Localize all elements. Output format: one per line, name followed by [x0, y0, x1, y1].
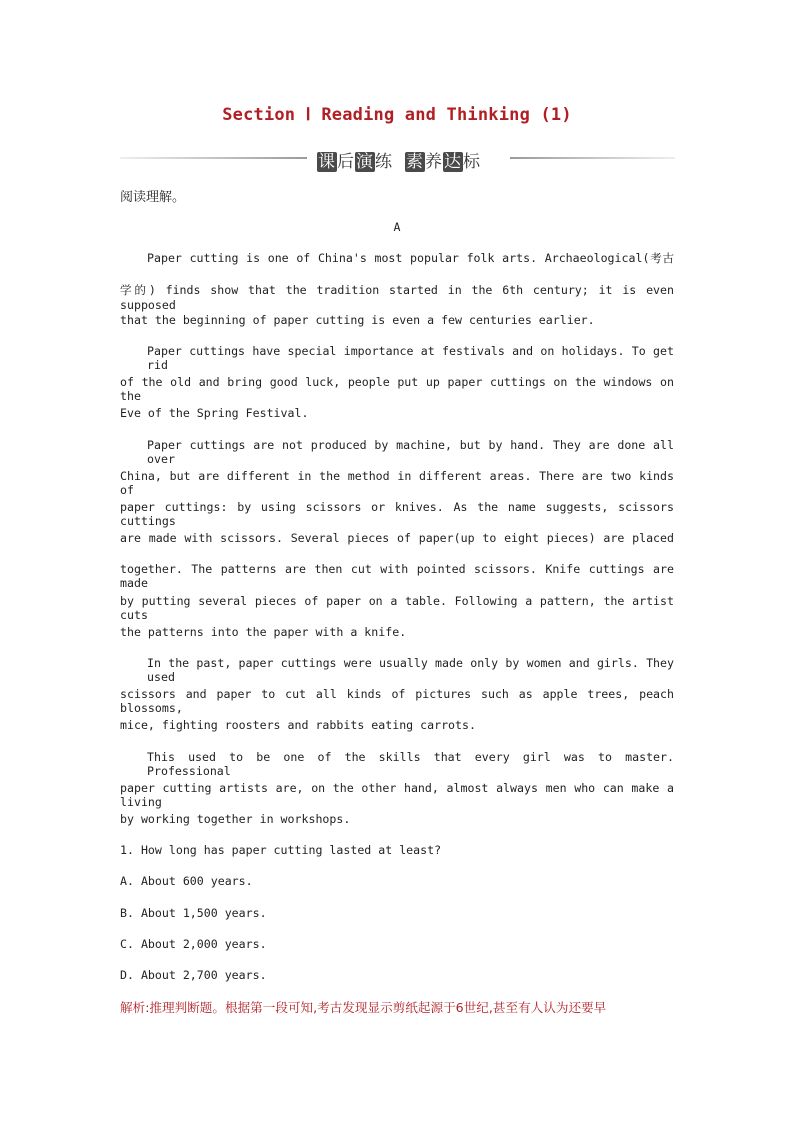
section-banner — [120, 147, 675, 172]
banner-char: 练 — [375, 152, 393, 172]
passage-line: Paper cutting is one of China's most popular folk arts. Archaeological(考古 — [147, 251, 674, 265]
banner-char: 演 — [356, 152, 374, 172]
passage-line: This used to be one of the skills that every girl was to master. Professional — [147, 750, 674, 778]
banner-label — [317, 147, 481, 172]
page-title: Section Ⅰ Reading and Thinking (1) — [222, 105, 572, 125]
passage-line: paper cutting artists are, on the other hand, almost always men who can make a living — [120, 781, 674, 809]
passage-line: paper cuttings: by using scissors or knives. As the name suggests, scissors cuttings — [120, 500, 674, 528]
option-b: B. About 1,500 years. — [120, 906, 267, 920]
passage-line: that the beginning of paper cutting is even a few centuries earlier. — [120, 313, 595, 327]
passage-line: the patterns into the paper with a knife. — [120, 625, 407, 639]
passage-line: by working together in workshops. — [120, 812, 351, 826]
option-d: D. About 2,700 years. — [120, 968, 267, 982]
banner-char: 素 — [406, 152, 424, 172]
banner-rule-left — [120, 157, 307, 159]
passage-line: by putting several pieces of paper on a table. Following a pattern, the artist cuts — [120, 594, 674, 622]
passage-line: China, but are different in the method in different areas. There are two kinds of — [120, 469, 674, 497]
banner-char: 标 — [463, 152, 481, 172]
passage-line: In the past, paper cuttings were usually made only by women and girls. They used — [147, 656, 674, 684]
option-c: C. About 2,000 years. — [120, 937, 267, 951]
answer-analysis: 解析:推理判断题。根据第一段可知,考古发现显示剪纸起源于6世纪,甚至有人认为还要早 — [120, 1000, 607, 1015]
banner-char: 达 — [444, 152, 462, 172]
passage-line: are made with scissors. Several pieces of paper(up to eight pieces) are placed — [120, 531, 674, 545]
banner-rule-right — [510, 157, 675, 159]
banner-char: 后 — [337, 152, 355, 172]
passage-label: A — [393, 220, 401, 234]
passage-line: of the old and bring good luck, people put up paper cuttings on the windows on the — [120, 375, 674, 403]
passage-line: Eve of the Spring Festival. — [120, 406, 309, 420]
passage-line: scissors and paper to cut all kinds of pictures such as apple trees, peach blossoms, — [120, 687, 674, 715]
option-a: A. About 600 years. — [120, 874, 253, 888]
passage-line: 学的) finds show that the tradition started in the 6th century; it is even supposed — [120, 283, 674, 312]
passage-line: together. The patterns are then cut with pointed scissors. Knife cuttings are made — [120, 562, 674, 590]
banner-char: 养 — [425, 152, 443, 172]
question-stem: 1. How long has paper cutting lasted at least? — [120, 843, 442, 857]
instruction: 阅读理解。 — [120, 190, 186, 205]
passage-line: Paper cuttings are not produced by machine, but by hand. They are done all over — [147, 438, 674, 466]
banner-char: 课 — [318, 152, 336, 172]
passage-line: mice, fighting roosters and rabbits eating carrots. — [120, 718, 476, 732]
passage-line: Paper cuttings have special importance at festivals and on holidays. To get rid — [147, 344, 674, 372]
